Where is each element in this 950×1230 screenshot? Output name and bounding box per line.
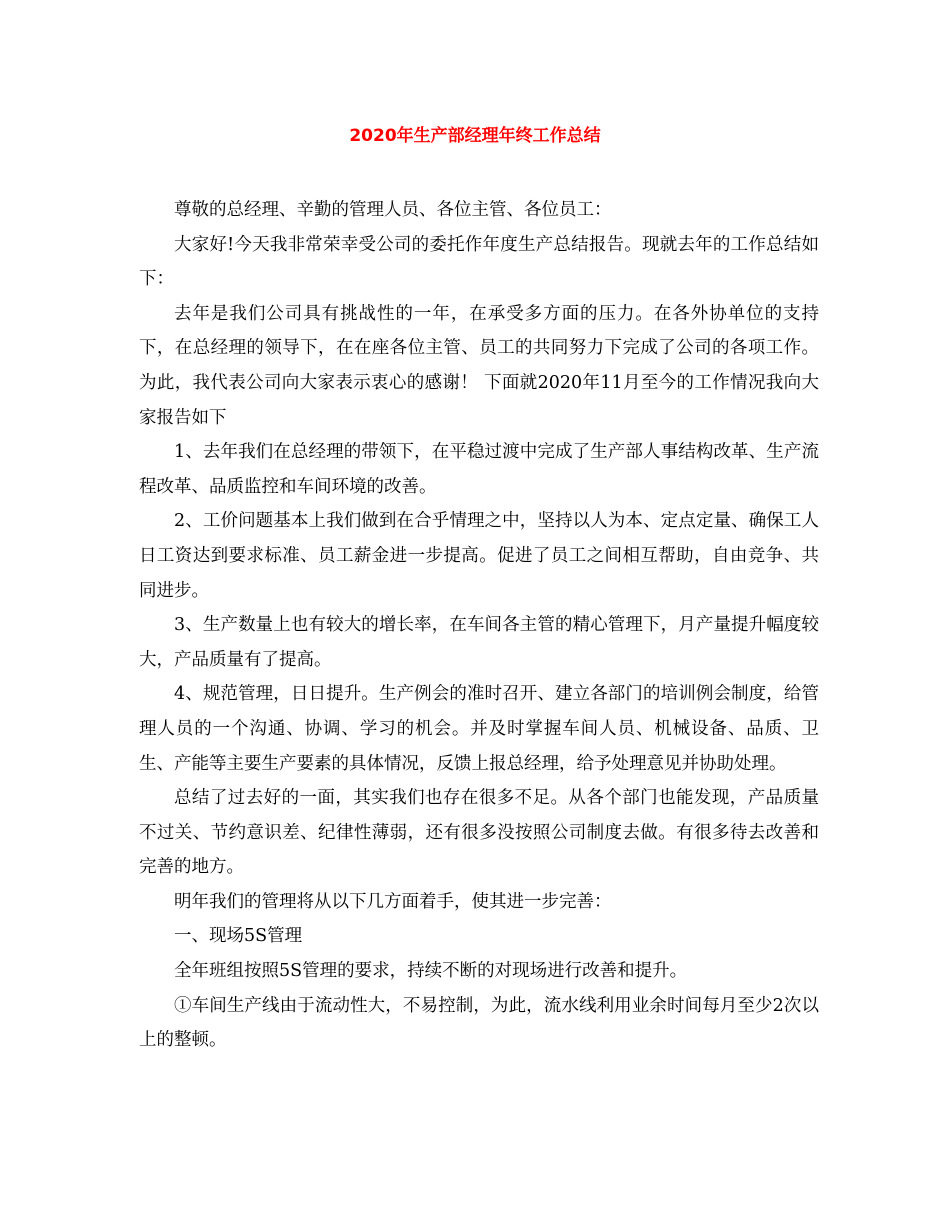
paragraph-overview: 去年是我们公司具有挑战性的一年，在承受多方面的压力。在各外协单位的支持下，在总经理的领导下，在在座各位主管、员工的共同努力下完成了公司的各项工作。为此，我代表公司向大家表示衷心的感谢！ 下面就2020年11月至今的工作情况我向大家报告如下 <box>139 303 819 428</box>
document-title: 2020年生产部经理年终工作总结 <box>349 126 601 146</box>
paragraph-greeting: 大家好!今天我非常荣幸受公司的委托作年度生产总结报告。现就去年的工作总结如下： <box>139 234 819 290</box>
paragraph-item-4: 4、规范管理，日日提升。生产例会的准时召开、建立各部门的培训例会制度，给管理人员的一个沟通、协调、学习的机会。并及时掌握车间人员、机械设备、品质、卫生、产能等主要生产要素的具体情况，反馈上报总经理，给予处理意见并协助处理。 <box>139 684 819 774</box>
paragraph-5s-item-1: ①车间生产线由于流动性大，不易控制，为此，流水线利用业余时间每月至少2次以上的整顿。 <box>139 995 819 1051</box>
paragraph-item-1: 1、去年我们在总经理的带领下，在平稳过渡中完成了生产部人事结构改革、生产流程改革、品质监控和车间环境的改善。 <box>139 442 819 497</box>
paragraph-shortcomings: 总结了过去好的一面，其实我们也存在很多不足。从各个部门也能发现，产品质量不过关、节约意识差、纪律性薄弱，还有很多没按照公司制度去做。有很多待去改善和完善的地方。 <box>139 788 819 878</box>
paragraph-salutation: 尊敬的总经理、辛勤的管理人员、各位主管、各位员工： <box>174 200 612 220</box>
paragraph-5s-requirement: 全年班组按照5S管理的要求，持续不断的对现场进行改善和提升。 <box>174 961 688 982</box>
paragraph-item-3: 3、生产数量上也有较大的增长率，在车间各主管的精心管理下，月产量提升幅度较大，产品质量有了提高。 <box>139 615 819 670</box>
paragraph-item-2: 2、工价问题基本上我们做到在合乎情理之中，坚持以人为本、定点定量、确保工人日工资达到要求标准、员工薪金进一步提高。促进了员工之间相互帮助，自由竞争、共同进步。 <box>139 511 819 601</box>
paragraph-next-year: 明年我们的管理将从以下几方面着手，使其进一步完善： <box>174 891 612 912</box>
section-heading-5s: 一、现场5S管理 <box>174 926 303 947</box>
document-body <box>139 193 819 1058</box>
